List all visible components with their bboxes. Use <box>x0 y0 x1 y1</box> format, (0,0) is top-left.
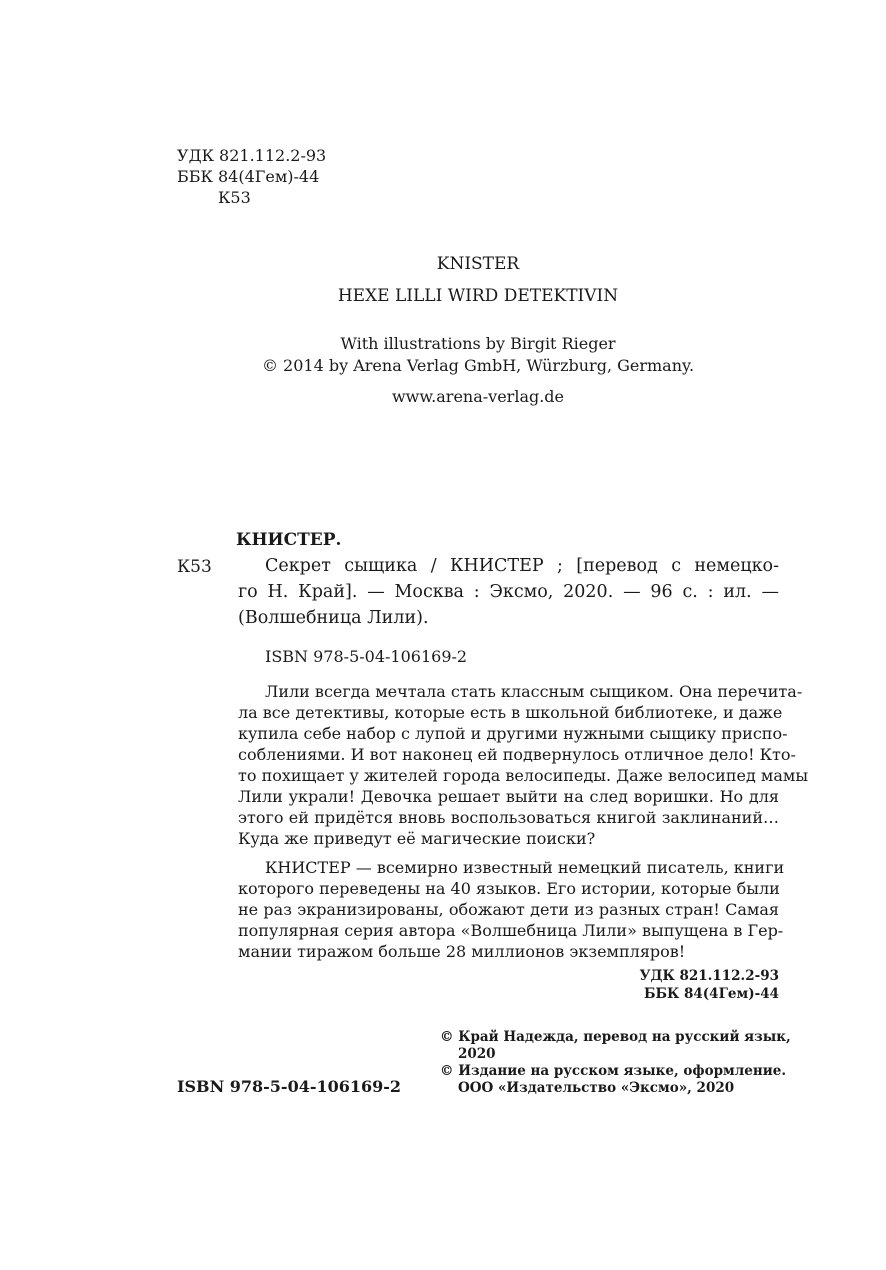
original-author: KNISTER <box>436 254 520 274</box>
publisher-website: www.arena-verlag.de <box>391 387 565 406</box>
catalog-entry-line: го Н. Край]. — Москва : Эксмо, 2020. — 96 с. : ил. — <box>238 582 779 602</box>
catalog-code: К53 <box>177 557 212 577</box>
annotation-line: которого переведены на 40 языков. Его истории, которые были <box>238 879 780 898</box>
catalog-entry-line: (Волшебница Лили). <box>238 608 429 628</box>
annotation-paragraph-2 <box>238 857 785 962</box>
copyright-edition: © Издание на русском языке, оформление. <box>440 1063 787 1079</box>
annotation-line: мании тиражом больше 28 миллионов экземпляров! <box>238 942 686 961</box>
annotation-line: Лили всегда мечтала стать классным сыщиком. Она перечита- <box>265 682 803 701</box>
copyright-publisher: ООО «Издательство «Эксмо», 2020 <box>458 1080 735 1096</box>
annotation-paragraph-1 <box>238 681 809 849</box>
annotation-line: Куда же приведут её магические поиски? <box>238 829 596 848</box>
annotation-line: Лили украли! Девочка решает выйти на след воришки. Но для <box>238 787 779 806</box>
original-copyright: © 2014 by Arena Verlag GmbH, Würzburg, Germany. <box>261 356 695 375</box>
annotation-line: не раз экранизированы, обожают дети из разных стран! Самая <box>238 900 779 919</box>
copyright-translation-year: 2020 <box>458 1046 496 1062</box>
catalog-entry-line: Секрет сыщика / КНИСТЕР ; [перевод с немецко- <box>265 556 779 576</box>
catalog-isbn: ISBN 978-5-04-106169-2 <box>265 647 468 666</box>
annotation-line: этого ей придётся вновь воспользоваться книгой заклинаний… <box>238 808 779 827</box>
copyright-translation: © Край Надежда, перевод на русский язык, <box>440 1029 791 1045</box>
classification-udk: УДК 821.112.2-93 <box>639 968 779 984</box>
udk-code: УДК 821.112.2-93 <box>177 146 327 165</box>
annotation-line: популярная серия автора «Волшебница Лили» выпущена в Гер- <box>238 921 784 940</box>
catalog-heading: КНИСТЕР. <box>236 530 342 550</box>
bbk-code: ББК 84(4Гем)-44 <box>177 167 320 186</box>
footer-isbn: ISBN 978-5-04-106169-2 <box>177 1077 402 1096</box>
classification-bbk: ББК 84(4Гем)-44 <box>643 986 779 1002</box>
author-code: К53 <box>218 188 251 207</box>
original-title: HEXE LILLI WIRD DETEKTIVIN <box>337 286 619 306</box>
annotation-line: соблениями. И вот наконец ей подвернулось отличное дело! Кто- <box>238 745 796 764</box>
annotation-line: ла все детективы, которые есть в школьной библиотеке, и даже <box>238 703 783 722</box>
illustrations-credit: With illustrations by Birgit Rieger <box>340 334 616 353</box>
annotation-line: КНИСТЕР — всемирно известный немецкий писатель, книги <box>265 858 785 877</box>
catalog-entry <box>238 553 779 631</box>
annotation-line: то похищает у жителей города велосипеды. Даже велосипед мамы <box>238 766 809 785</box>
annotation-line: купила себе набор с лупой и другими нужными сыщику приспо- <box>238 724 788 743</box>
